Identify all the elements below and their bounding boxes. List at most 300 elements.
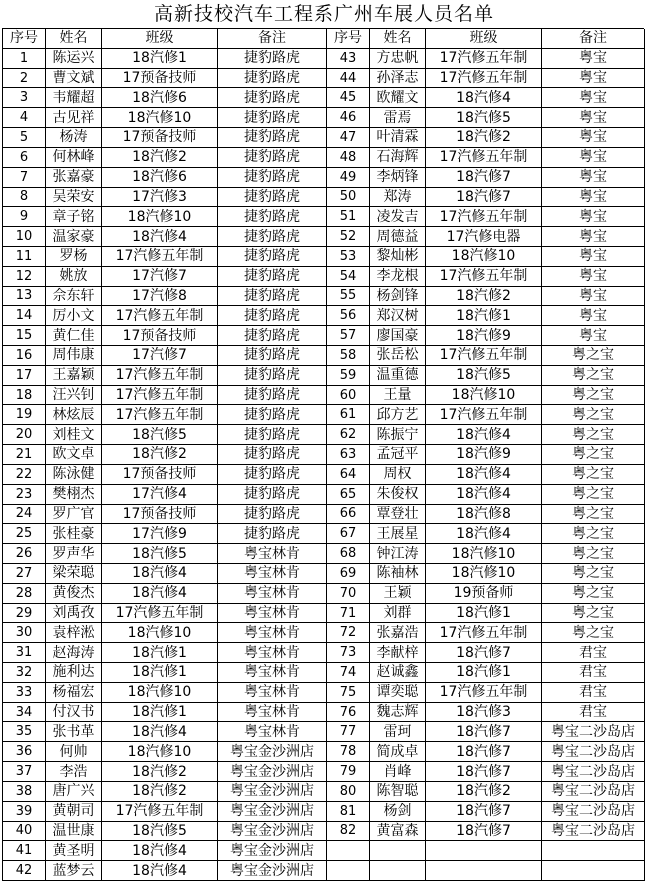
cell-class: 18汽修10 bbox=[102, 683, 218, 703]
cell-name: 李龙根 bbox=[370, 267, 426, 287]
cell-name: 张桂豪 bbox=[46, 524, 102, 544]
cell-class: 17汽修五年制 bbox=[102, 247, 218, 267]
cell-number: 14 bbox=[3, 306, 46, 326]
cell-note: 粤宝二沙岛店 bbox=[542, 762, 645, 782]
cell-number: 19 bbox=[3, 405, 46, 425]
cell-class: 17预备技师 bbox=[102, 326, 218, 346]
cell-name: 温重德 bbox=[370, 366, 426, 386]
cell-number: 22 bbox=[3, 465, 46, 485]
cell-note: 粤宝 bbox=[542, 69, 645, 89]
cell-number: 80 bbox=[327, 782, 370, 802]
cell-class: 18汽修4 bbox=[426, 524, 542, 544]
cell-note: 粤宝 bbox=[542, 306, 645, 326]
cell-note: 捷豹路虎 bbox=[218, 465, 327, 485]
cell-number: 74 bbox=[327, 663, 370, 683]
cell-number: 10 bbox=[3, 227, 46, 247]
cell-note: 粤之宝 bbox=[542, 346, 645, 366]
cell-name: 陈智聪 bbox=[370, 782, 426, 802]
cell-name: 厉小文 bbox=[46, 306, 102, 326]
cell-number: 64 bbox=[327, 465, 370, 485]
cell-number: 59 bbox=[327, 366, 370, 386]
cell-name: 覃登壮 bbox=[370, 505, 426, 525]
cell-name: 李献梓 bbox=[370, 643, 426, 663]
cell-class: 18汽修1 bbox=[426, 306, 542, 326]
cell-name: 温家豪 bbox=[46, 227, 102, 247]
cell-name: 施利达 bbox=[46, 663, 102, 683]
cell-class: 18汽修4 bbox=[426, 88, 542, 108]
cell-class: 18汽修10 bbox=[102, 742, 218, 762]
cell-number: 32 bbox=[3, 663, 46, 683]
cell-class: 17汽修五年制 bbox=[102, 306, 218, 326]
cell-number: 51 bbox=[327, 207, 370, 227]
cell-name: 刘桂文 bbox=[46, 425, 102, 445]
cell-note: 粤宝金沙洲店 bbox=[218, 742, 327, 762]
cell-number: 75 bbox=[327, 683, 370, 703]
cell-class: 17汽修五年制 bbox=[426, 49, 542, 69]
cell-name: 姚放 bbox=[46, 267, 102, 287]
cell-class: 18汽修5 bbox=[426, 108, 542, 128]
cell-class: 18汽修7 bbox=[426, 822, 542, 842]
cell-number: 37 bbox=[3, 762, 46, 782]
cell-note: 粤宝 bbox=[542, 267, 645, 287]
cell-note bbox=[542, 861, 645, 881]
cell-number: 50 bbox=[327, 188, 370, 208]
cell-note: 捷豹路虎 bbox=[218, 188, 327, 208]
cell-name: 王嘉颖 bbox=[46, 366, 102, 386]
cell-class: 17汽修9 bbox=[102, 524, 218, 544]
cell-name: 杨剑锋 bbox=[370, 287, 426, 307]
cell-number: 63 bbox=[327, 445, 370, 465]
cell-number: 12 bbox=[3, 267, 46, 287]
cell-note: 粤宝 bbox=[542, 326, 645, 346]
cell-number: 1 bbox=[3, 49, 46, 69]
cell-note: 粤宝金沙洲店 bbox=[218, 861, 327, 881]
cell-note: 粤之宝 bbox=[542, 425, 645, 445]
cell-number: 69 bbox=[327, 564, 370, 584]
cell-name: 方忠帆 bbox=[370, 49, 426, 69]
cell-name: 樊栩杰 bbox=[46, 485, 102, 505]
cell-note: 粤宝金沙洲店 bbox=[218, 782, 327, 802]
cell-number: 31 bbox=[3, 643, 46, 663]
cell-name: 孙泽志 bbox=[370, 69, 426, 89]
cell-name: 雷焉 bbox=[370, 108, 426, 128]
cell-note: 君宝 bbox=[542, 643, 645, 663]
cell-number: 79 bbox=[327, 762, 370, 782]
cell-name: 张嘉浩 bbox=[370, 623, 426, 643]
cell-note: 粤宝 bbox=[542, 247, 645, 267]
cell-class: 17汽修五年制 bbox=[426, 148, 542, 168]
cell-class: 18汽修6 bbox=[102, 88, 218, 108]
cell-number: 61 bbox=[327, 405, 370, 425]
cell-note: 粤之宝 bbox=[542, 544, 645, 564]
cell-class: 17汽修五年制 bbox=[102, 405, 218, 425]
cell-class: 18汽修7 bbox=[426, 188, 542, 208]
cell-class: 18汽修9 bbox=[426, 326, 542, 346]
cell-number: 71 bbox=[327, 604, 370, 624]
cell-name: 罗声华 bbox=[46, 544, 102, 564]
cell-number: 21 bbox=[3, 445, 46, 465]
cell-number: 25 bbox=[3, 524, 46, 544]
cell-note: 粤宝 bbox=[542, 227, 645, 247]
cell-note: 粤宝 bbox=[542, 168, 645, 188]
cell-name: 钟江涛 bbox=[370, 544, 426, 564]
header-number: 序号 bbox=[327, 29, 370, 49]
cell-name: 王展星 bbox=[370, 524, 426, 544]
cell-class: 18汽修4 bbox=[426, 465, 542, 485]
cell-number: 13 bbox=[3, 287, 46, 307]
cell-name: 梁荣聪 bbox=[46, 564, 102, 584]
cell-number: 52 bbox=[327, 227, 370, 247]
cell-note: 粤宝 bbox=[542, 148, 645, 168]
cell-number: 70 bbox=[327, 584, 370, 604]
cell-note: 捷豹路虎 bbox=[218, 49, 327, 69]
cell-name: 周德益 bbox=[370, 227, 426, 247]
cell-name: 谭奕聪 bbox=[370, 683, 426, 703]
cell-number: 5 bbox=[3, 128, 46, 148]
cell-name: 魏志辉 bbox=[370, 703, 426, 723]
cell-class: 18汽修4 bbox=[102, 584, 218, 604]
cell-name: 欧耀文 bbox=[370, 88, 426, 108]
cell-class: 17汽修五年制 bbox=[426, 267, 542, 287]
cell-name: 佘东轩 bbox=[46, 287, 102, 307]
cell-class: 18汽修1 bbox=[426, 604, 542, 624]
cell-note: 粤宝林肯 bbox=[218, 604, 327, 624]
cell-name: 刘禹孜 bbox=[46, 604, 102, 624]
cell-note: 粤之宝 bbox=[542, 604, 645, 624]
cell-number: 73 bbox=[327, 643, 370, 663]
cell-class: 17汽修五年制 bbox=[426, 69, 542, 89]
cell-name: 罗杨 bbox=[46, 247, 102, 267]
cell-number: 49 bbox=[327, 168, 370, 188]
cell-number: 33 bbox=[3, 683, 46, 703]
cell-class: 18汽修10 bbox=[426, 564, 542, 584]
cell-number: 23 bbox=[3, 485, 46, 505]
cell-name: 杨涛 bbox=[46, 128, 102, 148]
cell-note: 粤宝 bbox=[542, 207, 645, 227]
cell-class: 17汽修7 bbox=[102, 346, 218, 366]
cell-name: 蓝梦云 bbox=[46, 861, 102, 881]
cell-note: 粤宝 bbox=[542, 128, 645, 148]
cell-name: 韦耀超 bbox=[46, 88, 102, 108]
cell-note: 粤之宝 bbox=[542, 564, 645, 584]
cell-class: 18汽修1 bbox=[102, 49, 218, 69]
cell-number: 54 bbox=[327, 267, 370, 287]
cell-number: 9 bbox=[3, 207, 46, 227]
cell-class: 18汽修4 bbox=[102, 722, 218, 742]
cell-class: 17汽修五年制 bbox=[426, 623, 542, 643]
cell-note: 捷豹路虎 bbox=[218, 148, 327, 168]
cell-note: 粤宝林肯 bbox=[218, 703, 327, 723]
cell-number: 55 bbox=[327, 287, 370, 307]
cell-note: 粤之宝 bbox=[542, 505, 645, 525]
cell-class: 18汽修1 bbox=[102, 643, 218, 663]
cell-class: 18汽修1 bbox=[102, 663, 218, 683]
cell-name: 周伟康 bbox=[46, 346, 102, 366]
cell-number: 44 bbox=[327, 69, 370, 89]
cell-class: 17汽修7 bbox=[102, 267, 218, 287]
cell-class: 18汽修7 bbox=[426, 802, 542, 822]
cell-number: 8 bbox=[3, 188, 46, 208]
cell-name: 朱俊权 bbox=[370, 485, 426, 505]
cell-note: 捷豹路虎 bbox=[218, 524, 327, 544]
cell-number: 53 bbox=[327, 247, 370, 267]
cell-number: 7 bbox=[3, 168, 46, 188]
cell-note: 捷豹路虎 bbox=[218, 306, 327, 326]
cell-name: 王颖 bbox=[370, 584, 426, 604]
cell-number: 17 bbox=[3, 366, 46, 386]
cell-name: 赵海涛 bbox=[46, 643, 102, 663]
cell-number: 20 bbox=[3, 425, 46, 445]
cell-class: 18汽修10 bbox=[102, 207, 218, 227]
cell-class: 17汽修五年制 bbox=[426, 405, 542, 425]
cell-name: 黄俊杰 bbox=[46, 584, 102, 604]
cell-class: 17汽修电器 bbox=[426, 227, 542, 247]
cell-note: 粤宝二沙岛店 bbox=[542, 802, 645, 822]
header-note: 备注 bbox=[218, 29, 327, 49]
cell-name: 温世康 bbox=[46, 822, 102, 842]
cell-name: 袁梓淞 bbox=[46, 623, 102, 643]
cell-class: 18汽修2 bbox=[102, 762, 218, 782]
cell-name: 陈袖林 bbox=[370, 564, 426, 584]
cell-class: 18汽修2 bbox=[426, 287, 542, 307]
cell-number: 15 bbox=[3, 326, 46, 346]
cell-number: 35 bbox=[3, 722, 46, 742]
cell-class: 18汽修3 bbox=[426, 703, 542, 723]
cell-class: 17预备技师 bbox=[102, 128, 218, 148]
cell-number: 47 bbox=[327, 128, 370, 148]
cell-class: 17预备技师 bbox=[102, 69, 218, 89]
cell-note: 捷豹路虎 bbox=[218, 346, 327, 366]
cell-number: 24 bbox=[3, 505, 46, 525]
cell-name: 张岳松 bbox=[370, 346, 426, 366]
sheet-title: 高新技校汽车工程系广州车展人员名单 bbox=[153, 3, 494, 25]
cell-note: 捷豹路虎 bbox=[218, 168, 327, 188]
cell-name: 石海辉 bbox=[370, 148, 426, 168]
cell-name: 杨剑 bbox=[370, 802, 426, 822]
cell-name bbox=[370, 861, 426, 881]
cell-note: 君宝 bbox=[542, 703, 645, 723]
cell-name: 何帅 bbox=[46, 742, 102, 762]
cell-note: 粤之宝 bbox=[542, 623, 645, 643]
cell-note: 捷豹路虎 bbox=[218, 247, 327, 267]
cell-number: 56 bbox=[327, 306, 370, 326]
header-class: 班级 bbox=[426, 29, 542, 49]
cell-number: 28 bbox=[3, 584, 46, 604]
cell-note: 捷豹路虎 bbox=[218, 366, 327, 386]
cell-note: 粤宝金沙洲店 bbox=[218, 822, 327, 842]
cell-name: 汪兴钊 bbox=[46, 386, 102, 406]
cell-number: 58 bbox=[327, 346, 370, 366]
cell-number: 81 bbox=[327, 802, 370, 822]
cell-note: 粤宝林肯 bbox=[218, 683, 327, 703]
cell-number: 65 bbox=[327, 485, 370, 505]
cell-class: 18汽修2 bbox=[426, 782, 542, 802]
cell-number: 60 bbox=[327, 386, 370, 406]
cell-note: 粤宝林肯 bbox=[218, 623, 327, 643]
cell-note: 粤宝 bbox=[542, 108, 645, 128]
cell-note: 粤之宝 bbox=[542, 405, 645, 425]
cell-class: 18汽修7 bbox=[426, 762, 542, 782]
cell-note: 粤宝金沙洲店 bbox=[218, 841, 327, 861]
cell-name: 肖峰 bbox=[370, 762, 426, 782]
cell-name: 古见祥 bbox=[46, 108, 102, 128]
cell-number: 76 bbox=[327, 703, 370, 723]
cell-number: 30 bbox=[3, 623, 46, 643]
cell-class: 17汽修3 bbox=[102, 188, 218, 208]
cell-note: 捷豹路虎 bbox=[218, 386, 327, 406]
cell-number: 40 bbox=[3, 822, 46, 842]
cell-note: 捷豹路虎 bbox=[218, 227, 327, 247]
cell-class: 18汽修4 bbox=[102, 564, 218, 584]
cell-name: 王量 bbox=[370, 386, 426, 406]
cell-note: 君宝 bbox=[542, 683, 645, 703]
cell-note: 粤宝金沙洲店 bbox=[218, 802, 327, 822]
cell-note: 粤之宝 bbox=[542, 366, 645, 386]
cell-class: 17汽修五年制 bbox=[102, 604, 218, 624]
cell-note: 捷豹路虎 bbox=[218, 88, 327, 108]
cell-number bbox=[327, 861, 370, 881]
cell-class: 17汽修五年制 bbox=[426, 346, 542, 366]
cell-number: 77 bbox=[327, 722, 370, 742]
cell-class: 18汽修1 bbox=[426, 663, 542, 683]
header-name: 姓名 bbox=[46, 29, 102, 49]
cell-class: 17预备技师 bbox=[102, 505, 218, 525]
cell-name: 孟冠平 bbox=[370, 445, 426, 465]
cell-class: 18汽修10 bbox=[426, 247, 542, 267]
cell-class: 17汽修五年制 bbox=[102, 366, 218, 386]
cell-note: 捷豹路虎 bbox=[218, 505, 327, 525]
cell-class: 17汽修五年制 bbox=[102, 386, 218, 406]
cell-note: 捷豹路虎 bbox=[218, 128, 327, 148]
cell-name: 黄圣明 bbox=[46, 841, 102, 861]
cell-note: 捷豹路虎 bbox=[218, 405, 327, 425]
cell-name: 曹文斌 bbox=[46, 69, 102, 89]
cell-name: 黄朝司 bbox=[46, 802, 102, 822]
cell-name: 张书革 bbox=[46, 722, 102, 742]
cell-number: 42 bbox=[3, 861, 46, 881]
cell-class: 18汽修7 bbox=[426, 742, 542, 762]
cell-number: 2 bbox=[3, 69, 46, 89]
cell-name: 欧文卓 bbox=[46, 445, 102, 465]
cell-name: 雷珂 bbox=[370, 722, 426, 742]
cell-number: 38 bbox=[3, 782, 46, 802]
cell-number: 45 bbox=[327, 88, 370, 108]
cell-note: 粤宝二沙岛店 bbox=[542, 742, 645, 762]
cell-class: 18汽修8 bbox=[426, 505, 542, 525]
cell-note: 捷豹路虎 bbox=[218, 69, 327, 89]
cell-number: 29 bbox=[3, 604, 46, 624]
cell-number: 34 bbox=[3, 703, 46, 723]
cell-name: 郑汉树 bbox=[370, 306, 426, 326]
cell-class: 18汽修10 bbox=[102, 108, 218, 128]
cell-class: 18汽修10 bbox=[426, 544, 542, 564]
cell-number: 57 bbox=[327, 326, 370, 346]
cell-number: 67 bbox=[327, 524, 370, 544]
cell-name: 何林峰 bbox=[46, 148, 102, 168]
cell-number: 72 bbox=[327, 623, 370, 643]
cell-number: 39 bbox=[3, 802, 46, 822]
cell-number: 62 bbox=[327, 425, 370, 445]
cell-class: 18汽修5 bbox=[102, 425, 218, 445]
cell-name: 杨福宏 bbox=[46, 683, 102, 703]
cell-class: 17汽修4 bbox=[102, 485, 218, 505]
cell-name: 黄富森 bbox=[370, 822, 426, 842]
cell-note: 捷豹路虎 bbox=[218, 287, 327, 307]
cell-name: 李炳锋 bbox=[370, 168, 426, 188]
cell-number: 82 bbox=[327, 822, 370, 842]
cell-name: 叶清霖 bbox=[370, 128, 426, 148]
cell-class: 18汽修2 bbox=[102, 782, 218, 802]
cell-note: 粤宝 bbox=[542, 88, 645, 108]
cell-note: 捷豹路虎 bbox=[218, 267, 327, 287]
cell-class bbox=[426, 841, 542, 861]
cell-name: 陈泳健 bbox=[46, 465, 102, 485]
cell-number: 46 bbox=[327, 108, 370, 128]
cell-name: 赵诚鑫 bbox=[370, 663, 426, 683]
cell-name: 罗广官 bbox=[46, 505, 102, 525]
cell-note: 粤宝金沙洲店 bbox=[218, 762, 327, 782]
cell-class: 19预备师 bbox=[426, 584, 542, 604]
cell-number: 66 bbox=[327, 505, 370, 525]
cell-number: 6 bbox=[3, 148, 46, 168]
cell-note: 粤宝二沙岛店 bbox=[542, 822, 645, 842]
cell-note: 粤宝二沙岛店 bbox=[542, 722, 645, 742]
cell-class: 18汽修1 bbox=[102, 703, 218, 723]
cell-class: 18汽修7 bbox=[426, 722, 542, 742]
cell-name: 刘群 bbox=[370, 604, 426, 624]
cell-name: 郑涛 bbox=[370, 188, 426, 208]
cell-class: 18汽修7 bbox=[426, 168, 542, 188]
cell-name: 李浩 bbox=[46, 762, 102, 782]
cell-note: 粤之宝 bbox=[542, 485, 645, 505]
cell-note: 粤宝林肯 bbox=[218, 564, 327, 584]
cell-class: 18汽修6 bbox=[102, 168, 218, 188]
cell-name: 周权 bbox=[370, 465, 426, 485]
cell-number: 18 bbox=[3, 386, 46, 406]
cell-note: 粤之宝 bbox=[542, 445, 645, 465]
cell-number: 11 bbox=[3, 247, 46, 267]
cell-note: 捷豹路虎 bbox=[218, 326, 327, 346]
cell-name: 黄仁佳 bbox=[46, 326, 102, 346]
header-number: 序号 bbox=[3, 29, 46, 49]
cell-note: 粤宝林肯 bbox=[218, 584, 327, 604]
cell-note: 粤之宝 bbox=[542, 465, 645, 485]
cell-class: 18汽修4 bbox=[102, 861, 218, 881]
cell-note: 捷豹路虎 bbox=[218, 445, 327, 465]
cell-note: 君宝 bbox=[542, 663, 645, 683]
header-name: 姓名 bbox=[370, 29, 426, 49]
cell-note: 粤宝林肯 bbox=[218, 544, 327, 564]
cell-class: 18汽修5 bbox=[102, 822, 218, 842]
cell-class: 18汽修9 bbox=[426, 445, 542, 465]
cell-class bbox=[426, 861, 542, 881]
cell-note: 粤之宝 bbox=[542, 524, 645, 544]
cell-class: 18汽修10 bbox=[102, 623, 218, 643]
cell-number: 26 bbox=[3, 544, 46, 564]
cell-note: 捷豹路虎 bbox=[218, 425, 327, 445]
cell-name: 吴荣安 bbox=[46, 188, 102, 208]
cell-name: 廖国豪 bbox=[370, 326, 426, 346]
cell-note: 捷豹路虎 bbox=[218, 485, 327, 505]
cell-class: 18汽修2 bbox=[426, 128, 542, 148]
cell-name bbox=[370, 841, 426, 861]
cell-note: 粤之宝 bbox=[542, 584, 645, 604]
cell-class: 18汽修4 bbox=[102, 841, 218, 861]
cell-note: 捷豹路虎 bbox=[218, 207, 327, 227]
cell-class: 17汽修五年制 bbox=[426, 683, 542, 703]
cell-note bbox=[542, 841, 645, 861]
cell-name: 黎灿彬 bbox=[370, 247, 426, 267]
